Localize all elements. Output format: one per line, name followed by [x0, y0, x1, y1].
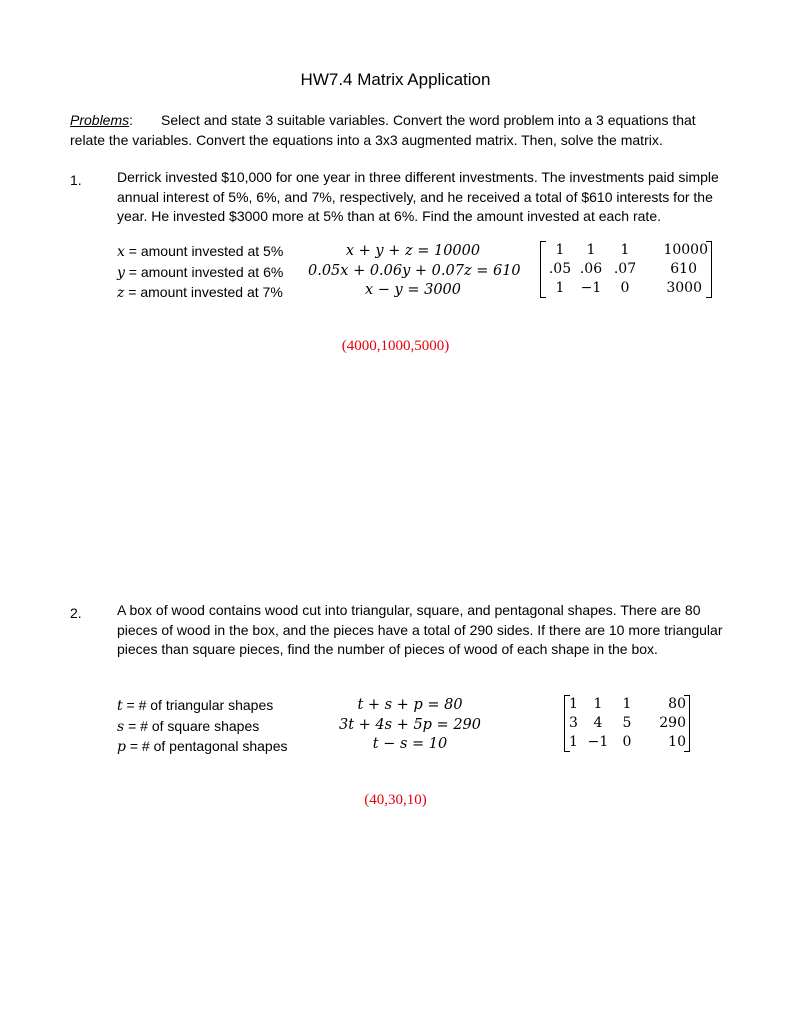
variable-definition: p = # of pentagonal shapes	[117, 738, 288, 755]
matrix-cell: 1	[555, 242, 565, 258]
equation: t − s = 10	[372, 736, 448, 752]
equation: x + y + z = 10000	[345, 243, 481, 259]
equation: 3t + 4s + 5p = 290	[338, 716, 481, 733]
matrix-cell: 1	[555, 280, 565, 296]
variable-definition: y = amount invested at 6%	[117, 263, 284, 281]
matrix-cell: .06	[579, 261, 603, 277]
matrix-cell: 3000	[666, 280, 702, 296]
matrix-cell: 10	[668, 734, 686, 750]
variable-definition: t = # of triangular shapes	[117, 697, 274, 714]
matrix-cell: 5	[622, 715, 632, 731]
equation: t + s + p = 80	[357, 697, 463, 713]
problem-2-text: A box of wood contains wood cut into triangular, square, and pentagonal shapes. There are 80 pieces of wood in the box, and the pieces have a total of 290 sides. If there are 10 more triangular pieces than square pieces, find the number of pieces of wood of each shape in the box.	[117, 602, 723, 657]
matrix-cell: 1	[622, 696, 632, 712]
problem-1-answer: (4000,1000,5000)	[341, 338, 450, 354]
variable-definition: z = amount invested at 7%	[117, 284, 283, 301]
instructions-label: Problems	[70, 112, 130, 128]
matrix-cell: 3	[569, 715, 578, 731]
matrix-cell: .07	[613, 261, 637, 277]
problem-2-equations	[320, 696, 500, 755]
problem-2-variables	[117, 696, 288, 758]
problem-2-number: 2.	[70, 605, 82, 621]
matrix-cell: 1	[586, 242, 596, 258]
matrix-cell: 1	[569, 696, 578, 712]
equation: 0.05x + 0.06y + 0.07z = 610	[308, 262, 521, 279]
problem-1-variables	[117, 242, 283, 304]
problem-1-equations	[308, 242, 521, 301]
page-title: HW7.4 Matrix Application	[300, 70, 491, 89]
matrix-cell: 1	[593, 696, 603, 712]
matrix-cell: −1	[580, 280, 602, 296]
problem-2-answer: (40,30,10)	[364, 792, 427, 808]
instructions: Problems: Select and state 3 suitable variables. Convert the word problem into a 3 equations that relate the variables. Convert the equations into a 3x3 augmented matrix. Then, solve the matrix.	[70, 112, 696, 148]
problem-1-augmented-matrix	[540, 241, 712, 298]
matrix-cell: 10000	[663, 242, 708, 258]
equation: x − y = 3000	[364, 282, 461, 298]
matrix-cell: 80	[668, 696, 686, 712]
matrix-cell: 1	[620, 242, 630, 258]
matrix-cell: 290	[659, 715, 686, 731]
instructions-text: Select and state 3 suitable variables. Convert the word problem into a 3 equations that relate the variables. Convert the equations into a 3x3 augmented matrix. Then, solve the matrix.	[70, 112, 696, 148]
variable-definition: x = amount invested at 5%	[117, 243, 284, 260]
matrix-cell: 0	[622, 734, 632, 750]
problem-2-augmented-matrix	[564, 695, 690, 752]
variable-definition: s = # of square shapes	[117, 717, 260, 735]
problem-1-number: 1.	[70, 172, 82, 188]
matrix-cell: 610	[670, 261, 697, 277]
matrix-cell: 0	[620, 280, 630, 296]
matrix-cell: 1	[569, 734, 578, 750]
problem-1-text: Derrick invested $10,000 for one year in three different investments. The investments paid simple annual interest of 5%, 6%, and 7%, respectively, and he received a total of $610 interests for the year. He invested $3000 more at 5% than at 6%. Find the amount invested at each rate.	[117, 169, 719, 224]
matrix-cell: −1	[587, 734, 609, 750]
matrix-cell: 4	[593, 715, 603, 731]
matrix-cell: .05	[548, 261, 572, 277]
